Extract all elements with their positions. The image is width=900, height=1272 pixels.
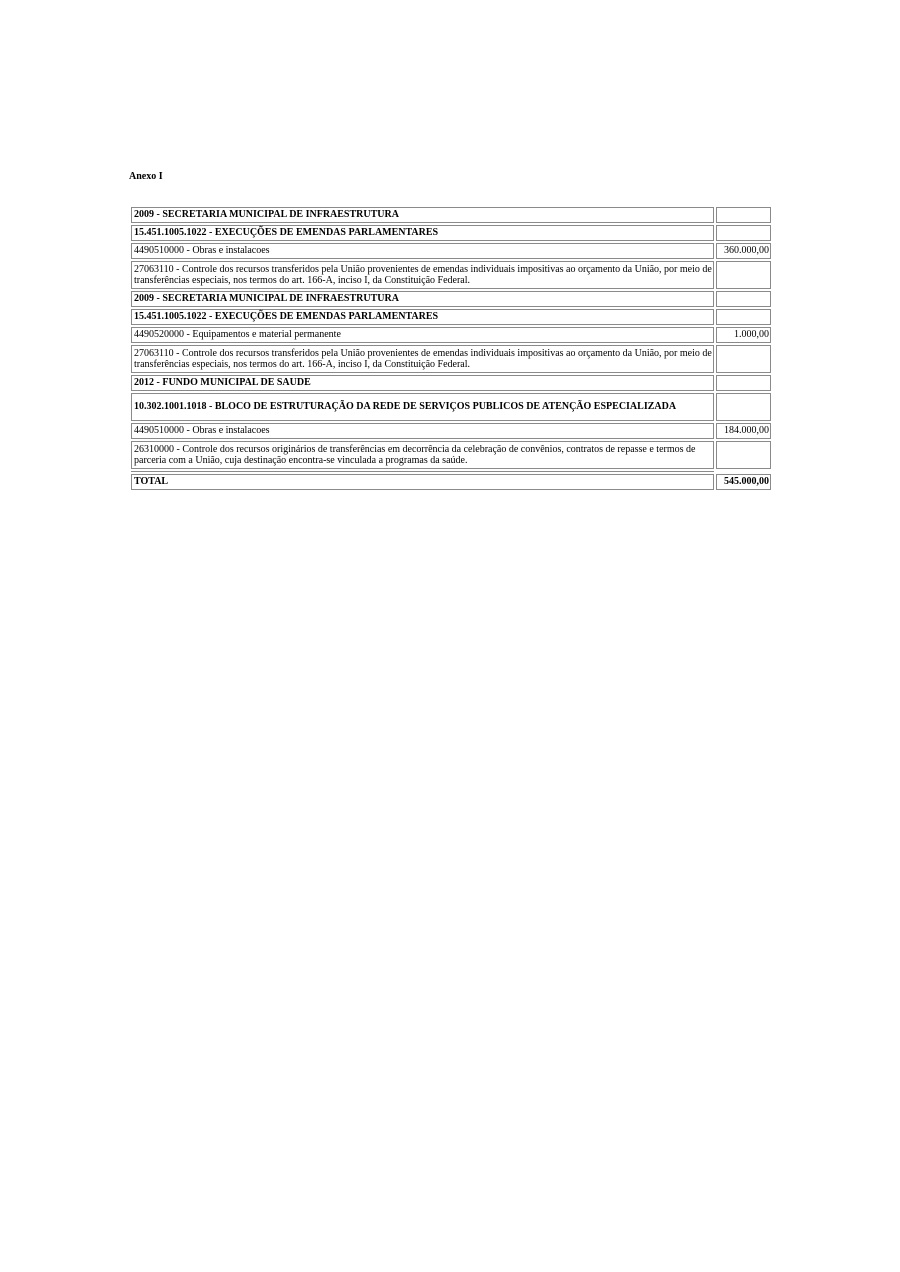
row-description: 15.451.1005.1022 - EXECUÇÕES DE EMENDAS PARLAMENTARES [131, 309, 714, 325]
table-row [131, 441, 771, 469]
row-value: 1.000,00 [716, 327, 771, 343]
separator-line [131, 471, 714, 472]
row-description: 27063110 - Controle dos recursos transferidos pela União provenientes de emendas individuais impositivas ao orçamento da União, por meio de transferências especiais, nos termos do art. 166-A, inciso I, da Constituição Federal. [131, 261, 714, 289]
table-row [131, 393, 771, 421]
row-description: 10.302.1001.1018 - BLOCO DE ESTRUTURAÇÃO DA REDE DE SERVIÇOS PUBLICOS DE ATENÇÃO ESPECIALIZADA [131, 393, 714, 421]
row-value [716, 225, 771, 241]
row-value [716, 207, 771, 223]
row-value [716, 441, 771, 469]
row-description: 2012 - FUNDO MUNICIPAL DE SAUDE [131, 375, 714, 391]
row-description: 4490510000 - Obras e instalacoes [131, 243, 714, 259]
row-value: 360.000,00 [716, 243, 771, 259]
row-description: 15.451.1005.1022 - EXECUÇÕES DE EMENDAS PARLAMENTARES [131, 225, 714, 241]
table-row [131, 309, 771, 325]
table-row [131, 243, 771, 259]
table-row [131, 225, 771, 241]
total-row [131, 474, 771, 490]
table-row [131, 327, 771, 343]
row-value [716, 291, 771, 307]
table-row [131, 345, 771, 373]
row-description: 4490510000 - Obras e instalacoes [131, 423, 714, 439]
row-description: 27063110 - Controle dos recursos transferidos pela União provenientes de emendas individuais impositivas ao orçamento da União, por meio de transferências especiais, nos termos do art. 166-A, inciso I, da Constituição Federal. [131, 345, 714, 373]
row-value [716, 261, 771, 289]
row-value: 184.000,00 [716, 423, 771, 439]
total-value: 545.000,00 [716, 474, 771, 490]
table-row [131, 207, 771, 223]
row-description: 26310000 - Controle dos recursos originários de transferências em decorrência da celebração de convênios, contratos de repasse e termos de parceria com a União, cuja destinação encontra-se vinculada a programas da saúde. [131, 441, 714, 469]
row-description: 2009 - SECRETARIA MUNICIPAL DE INFRAESTRUTURA [131, 291, 714, 307]
row-value [716, 345, 771, 373]
table-row [131, 291, 771, 307]
row-value [716, 393, 771, 421]
row-description: 4490520000 - Equipamentos e material permanente [131, 327, 714, 343]
separator-blank [716, 471, 771, 472]
table-separator [131, 471, 771, 472]
table-row [131, 261, 771, 289]
table-row [131, 423, 771, 439]
table-row [131, 375, 771, 391]
page-title: Anexo I [129, 171, 163, 182]
row-description: 2009 - SECRETARIA MUNICIPAL DE INFRAESTRUTURA [131, 207, 714, 223]
total-label: TOTAL [131, 474, 714, 490]
row-value [716, 309, 771, 325]
row-value [716, 375, 771, 391]
budget-table [129, 205, 773, 492]
